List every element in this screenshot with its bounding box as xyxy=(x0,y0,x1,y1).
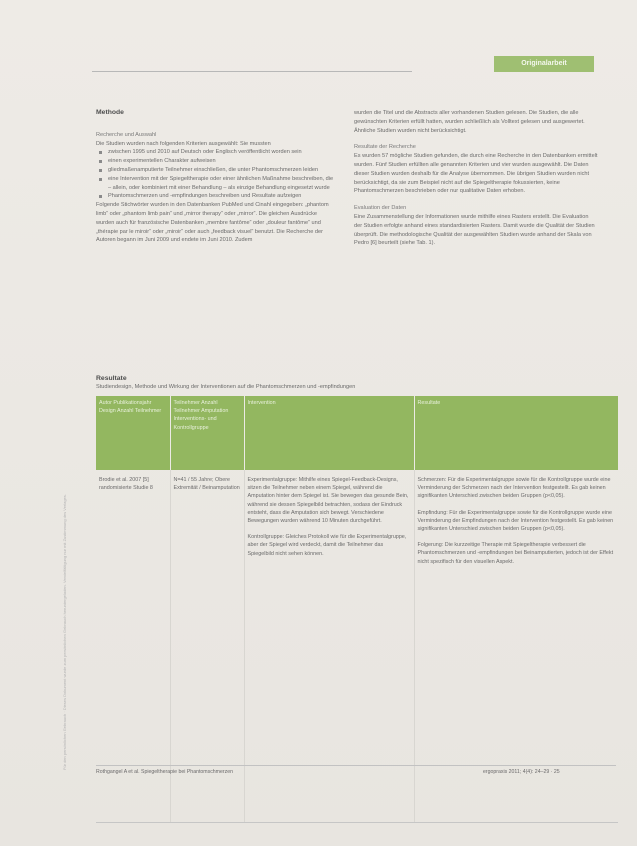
table-cell: N=41 / 55 Jahre; Obere Extremität / Beinamputation xyxy=(170,470,244,823)
list-item: gliedmaßenamputierte Teilnehmer einschließen, die unter Phantomschmerzen leiden xyxy=(108,166,336,175)
footer-left: Rothgangel A et al. Spiegeltherapie bei Phantomschmerzen xyxy=(96,769,233,775)
table-cell: Brodie et al. 2007 [5] randomisierte Studie 8 xyxy=(96,470,170,823)
list-item: zwischen 1995 und 2010 auf Deutsch oder Englisch veröffentlicht worden sein xyxy=(108,148,336,157)
paragraph: Es wurden 57 mögliche Studien gefunden, die durch eine Recherche in den Datenbanken ermittelt wurden. Fünf Studien erfüllten alle genannten Kriterien und vier wurden ausgewählt. Die Daten dieser Studien wurden deshalb für die Analyse übernommen. Die übrigen Studien wurden nicht berücksichtigt, da sie zum Beispiel nicht auf die Spiegeltherapie fokussierten, keine Phantomschmerzen beschrieben oder nur qualitative Daten erhoben. xyxy=(354,153,598,195)
subheading: Recherche und Auswahl xyxy=(96,131,157,138)
right-column xyxy=(354,109,598,248)
cell-text: Experimentalgruppe: Mithilfe eines Spiegel-Feedback-Designs, sitzen die Teilnehmer neben einem Spiegel, während die Amputation hinter dem Spiegel ist. Sie bewegen das gesunde Bein, während sie dessen Spiegelbild betrachten, sodass der Eindruck entsteht, dass die Amputation sich bewegt. Verschiedene Bewegungen wurden während 10 Minuten durchgeführt. xyxy=(247,477,409,525)
paragraph: wurden die Titel und die Abstracts aller vorhandenen Studien gelesen. Die Studien, die alle gewünschten Kriterien erfüllt hatten, wurden schließlich als Volltext gelesen und ausgewertet. Ähnliche Studien wurden nicht berücksichtigt. xyxy=(354,110,585,134)
table-cell xyxy=(244,470,414,823)
column-header: Intervention xyxy=(244,396,414,470)
table-header-row xyxy=(96,396,618,470)
cell-text: Schmerzen: Für die Experimentalgruppe sowie für die Kontrollgruppe wurde eine Verminderung der Schmerzen nach der Intervention festgestellt. Es gab keinen signifikanten Unterschied zwischen beiden Gruppen (p<0,05). xyxy=(417,477,611,500)
results-title: Resultate xyxy=(96,375,127,382)
cell-text: Folgerung: Die kurzzeitige Therapie mit Spiegeltherapie verbessert die Phantomschmerzen und -empfindungen bei Beinamputierten, jedoch ist der Effekt nicht spezifisch für den visuellen Aspekt. xyxy=(417,542,614,565)
subheading: Evaluation der Daten xyxy=(354,205,407,212)
left-column xyxy=(96,109,336,245)
section-title: Methode xyxy=(96,109,124,116)
list-item: eine Intervention mit der Spiegeltherapie oder einer ähnlichen Maßnahme beschreiben, die – allein, oder kombiniert mit einer Behandlung – als einzige Behandlung eingesetzt wurde xyxy=(108,175,336,193)
list-item: einen experimentellen Charakter aufweisen xyxy=(108,157,336,166)
cell-text: Kontrollgruppe: Gleiches Protokoll wie für die Experimentalgruppe, aber der Spiegel wird verdeckt, damit die Teilnehmer das Spiegelbild nicht sehen können. xyxy=(247,534,407,557)
section-tab: Originalarbeit xyxy=(494,56,594,72)
results-subtitle: Studiendesign, Methode und Wirkung der Interventionen auf die Phantomschmerzen und -empfindungen xyxy=(96,384,356,390)
side-margin-note: Für den persönlichen Gebrauch · Dieses Dokument wurde zum persönlichen Gebrauch heruntergeladen. Vervielfältigung nur mit Zustimmung des Verlages. xyxy=(62,494,67,770)
criteria-list xyxy=(96,148,336,201)
footer-rule xyxy=(96,765,616,766)
header-rule xyxy=(92,71,412,72)
list-item: Phantomschmerzen und -empfindungen beschreiben und Resultate aufzeigen xyxy=(108,192,336,201)
results-table xyxy=(96,396,618,823)
footer-right: ergopraxis 2011; 4(4): 24–29 · 25 xyxy=(483,769,560,775)
column-header: Autor Publikationsjahr Design Anzahl Teilnehmer xyxy=(96,396,170,470)
intro-paragraph: Die Studien wurden nach folgenden Kriterien ausgewählt: Sie mussten xyxy=(96,140,271,147)
subheading: Resultate der Recherche xyxy=(354,144,416,151)
paragraph: Eine Zusammenstellung der Informationen wurde mithilfe eines Rasters erstellt. Die Evaluation der Studien erfolgte anhand eines standardisierten Rasters. Damit wurde die Qualität der Studien überprüft. Die methodologische Qualität der ausgewählten Studien wurde anhand der Skala von Pedro [6] beurteilt (siehe Tab. 1). xyxy=(354,213,595,247)
cell-text: Empfindung: Für die Experimentalgruppe sowie für die Kontrollgruppe wurde eine Verminderung der Empfindungen nach der Intervention festgestellt. Es gab keinen signifikanten Unterschied zwischen beiden Gruppen (p<0,05). xyxy=(417,509,614,533)
column-header: Teilnehmer Anzahl Teilnehmer Amputation Interventions- und Kontrollgruppe xyxy=(170,396,244,470)
closing-paragraph: Folgende Stichwörter wurden in den Datenbanken PubMed und Cinahl eingegeben: „phantom limb“ oder „phantom limb pain“ und „mirror therapy“ oder „mirror“. Die gleichen Ausdrücke wurden auch für französische Datenbanken „membre fantôme“ oder „douleur fantôme“ und „thérapie par le miroir“ oder „miroir“ oder auch „feedback visuel“ benutzt. Die Recherche der Autoren begann im Juni 2009 und endete im Juni 2010. Zudem xyxy=(96,202,329,244)
column-header: Resultate xyxy=(414,396,618,470)
